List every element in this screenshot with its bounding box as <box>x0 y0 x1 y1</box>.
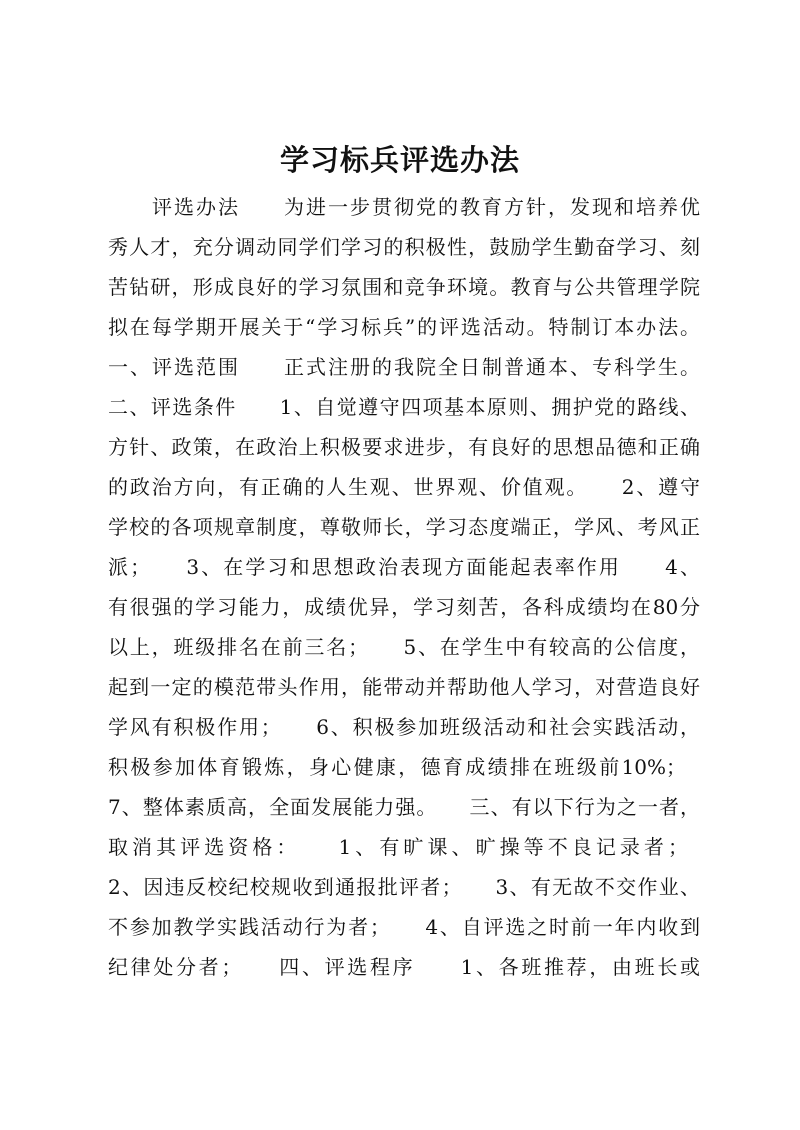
paragraph-line: 的政治方向，有正确的人生观、世界观、价值观。 2、遵守 <box>108 475 700 499</box>
paragraph-line: 苦钻研，形成良好的学习氛围和竞争环境。教育与公共管理学院 <box>108 275 700 299</box>
paragraph-line: 2、因违反校纪校规收到通报批评者； 3、有无故不交作业、 <box>108 875 700 899</box>
paragraph-line: 评选办法 为进一步贯彻党的教育方针，发现和培养优 <box>152 195 700 219</box>
paragraph-line: 方针、政策，在政治上积极要求进步，有良好的思想品德和正确 <box>108 435 700 459</box>
paragraph-line: 派； 3、在学习和思想政治表现方面能起表率作用 4、 <box>108 555 700 579</box>
paragraph-line: 学校的各项规章制度，尊敬师长，学习态度端正，学风、考风正 <box>108 515 700 539</box>
paragraph-line: 学风有积极作用； 6、积极参加班级活动和社会实践活动， <box>108 715 700 739</box>
paragraph-line: 积极参加体育锻炼，身心健康，德育成绩排在班级前10%； <box>108 755 686 779</box>
document-body <box>108 187 700 987</box>
paragraph-line: 一、评选范围 正式注册的我院全日制普通本、专科学生。 <box>108 355 700 379</box>
paragraph-line: 以上，班级排名在前三名； 5、在学生中有较高的公信度， <box>108 635 700 659</box>
paragraph-line: 秀人才，充分调动同学们学习的积极性，鼓励学生勤奋学习、刻 <box>108 235 700 259</box>
paragraph-line: 取消其评选资格： 1、有旷课、旷操等不良记录者； <box>108 835 688 859</box>
paragraph-line: 拟在每学期开展关于“学习标兵”的评选活动。特制订本办法。 <box>108 315 700 339</box>
paragraph-line: 二、评选条件 1、自觉遵守四项基本原则、拥护党的路线、 <box>108 395 700 419</box>
paragraph-line: 纪律处分者； 四、评选程序 1、各班推荐，由班长或 <box>108 955 700 979</box>
paragraph-line: 起到一定的模范带头作用，能带动并帮助他人学习，对营造良好 <box>108 675 700 699</box>
paragraph-line: 有很强的学习能力，成绩优异，学习刻苦，各科成绩均在80分 <box>108 595 700 619</box>
paragraph-line: 不参加教学实践活动行为者； 4、自评选之时前一年内收到 <box>108 915 700 939</box>
paragraph-line: 7、整体素质高，全面发展能力强。 三、有以下行为之一者， <box>108 795 700 819</box>
document-title: 学习标兵评选办法 <box>279 143 520 177</box>
